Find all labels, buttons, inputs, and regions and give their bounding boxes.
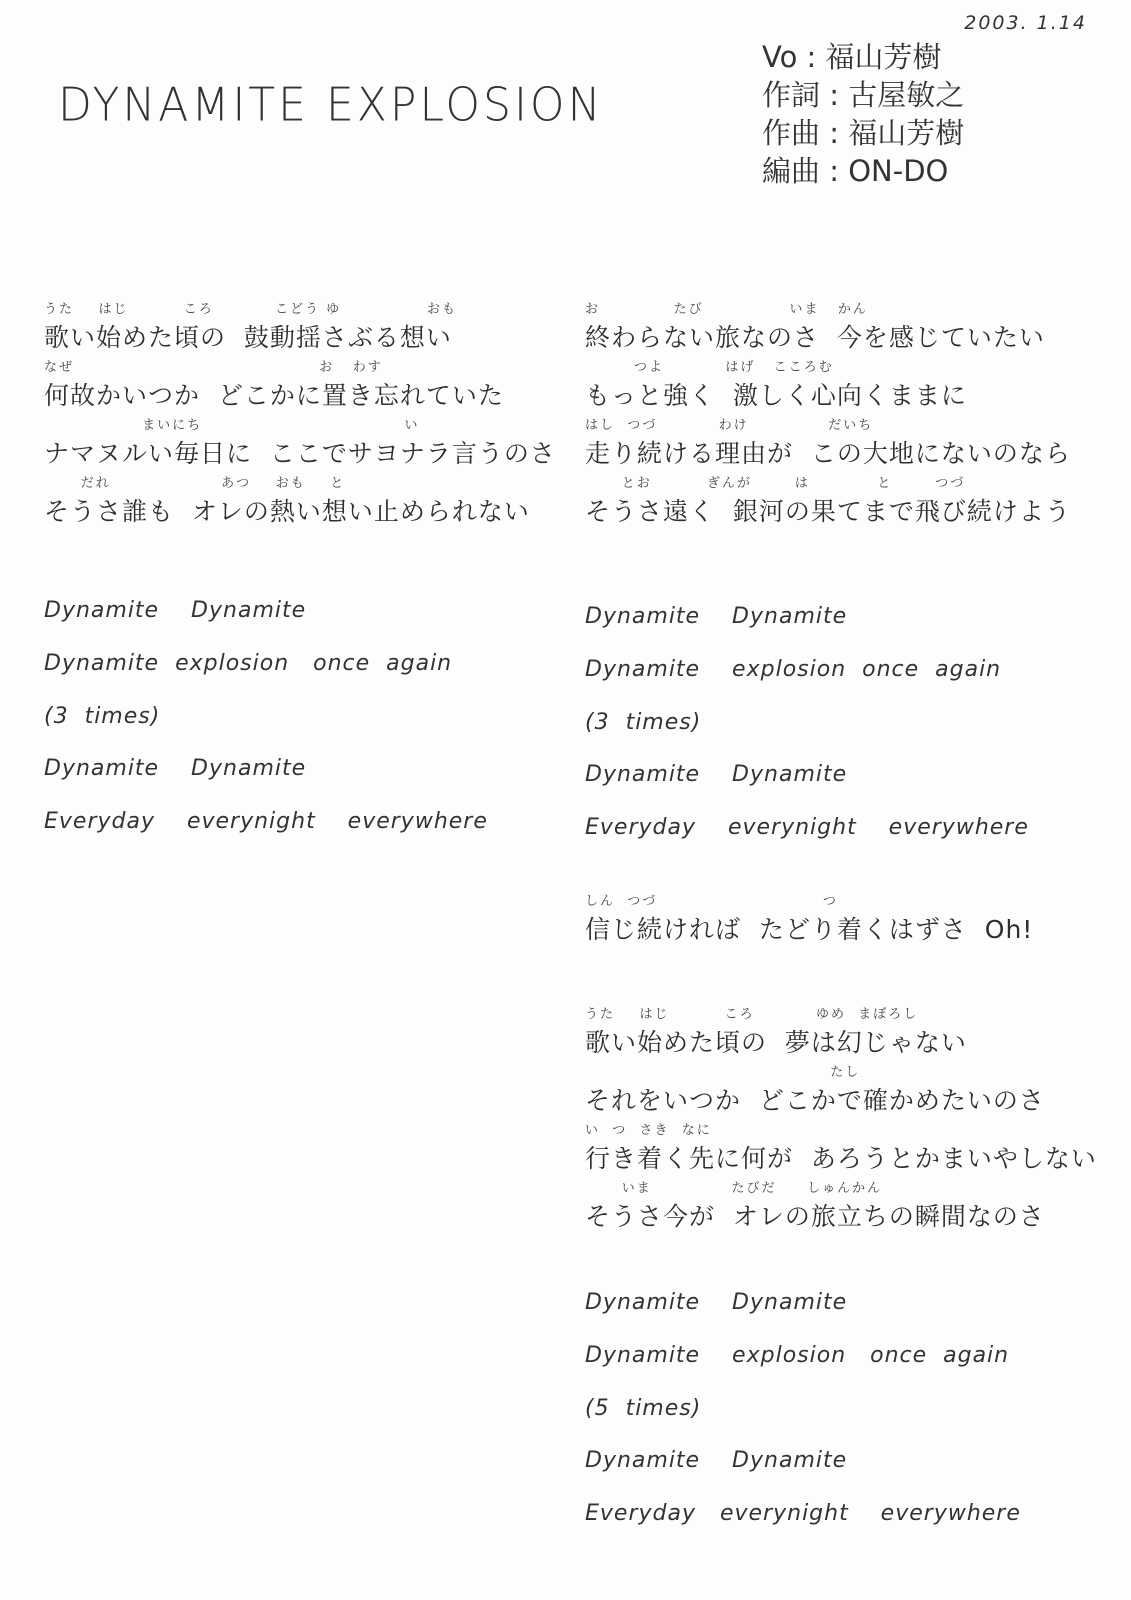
furigana: い つ さき なに (585, 1123, 712, 1138)
lyric-text: 走り続ける理由が この大地にないのなら (585, 439, 1071, 468)
chorus-2 (585, 604, 1029, 868)
lyric-text: 何故かいつか どこかに置き忘れていた (44, 381, 504, 410)
furigana: だれ あつ おも と (44, 476, 346, 491)
lyric-text: 終わらない旅なのさ 今を感じていたい (585, 323, 1045, 352)
credit-vocal: Vo : 福山芳樹 (762, 40, 942, 74)
chorus-line: Dynamite Dynamite (585, 1448, 848, 1473)
furigana: なぜ お わす (44, 360, 383, 375)
chorus-1 (44, 598, 488, 862)
song-title: DYNAMITE EXPLOSION (58, 78, 604, 133)
chorus-line: Dynamite Dynamite (585, 1290, 848, 1315)
furigana: しん つづ つ (585, 894, 838, 909)
furigana: つよ はげ こころむ (585, 360, 834, 375)
chorus-line: Everyday everynight everywhere (585, 1501, 1021, 1526)
furigana: いま たびだ しゅんかん (585, 1181, 883, 1196)
lyric-text: ナマヌルい毎日に ここでサヨナラ言うのさ (44, 439, 556, 468)
chorus-line: Dynamite Dynamite (585, 762, 848, 787)
chorus-line: Everyday everynight everywhere (44, 809, 488, 834)
credit-composer: 作曲 : 福山芳樹 (762, 116, 965, 150)
lyric-text: そうさ誰も オレの熱い想い止められない (44, 497, 530, 526)
chorus-line: Dynamite explosion once again (585, 1343, 1010, 1368)
lyric-text: 歌い始めた頃の 夢は幻じゃない (585, 1028, 967, 1057)
furigana: まいにち い (44, 418, 420, 433)
chorus-line: Dynamite Dynamite (44, 598, 307, 623)
lyric-text: もっと強く 激しく心向くままに (585, 381, 967, 410)
credits-block (762, 38, 964, 190)
furigana: うた はじ ころ こどう ゆ おも (44, 302, 458, 317)
lyric-text: そうさ今が オレの旅立ちの瞬間なのさ (585, 1202, 1045, 1231)
lyric-text: それをいつか どこかで確かめたいのさ (585, 1086, 1045, 1115)
chorus-line: Dynamite explosion once again (585, 657, 1002, 682)
chorus-line: Dynamite Dynamite (585, 604, 848, 629)
lyric-text: 歌い始めた頃の 鼓動揺さぶる想い (44, 323, 452, 352)
chorus-line: (3 times) (44, 704, 161, 729)
furigana: はし つづ わけ だいち (585, 418, 874, 433)
furigana: お たび いま かん (585, 302, 868, 317)
lyric-text: そうさ遠く 銀河の果てまで飛び続けよう (585, 497, 1071, 526)
credit-arranger: 編曲 : ON-DO (762, 154, 949, 188)
chorus-line: (5 times) (585, 1396, 702, 1421)
lyric-text: 信じ続ければ たどり着くはずさ Oh! (585, 915, 1034, 944)
furigana: とお ぎんが は と つづ (585, 476, 966, 491)
furigana: うた はじ ころ ゆめ まぼろし (585, 1007, 919, 1022)
furigana: たし (585, 1065, 861, 1080)
chorus-line: Dynamite explosion once again (44, 651, 453, 676)
credit-lyricist: 作詞 : 古屋敏之 (762, 78, 965, 112)
chorus-line: Everyday everynight everywhere (585, 815, 1029, 840)
date-label: 2003. 1.14 (964, 12, 1087, 34)
lyric-text: 行き着く先に何が あろうとかまいやしない (585, 1144, 1097, 1173)
chorus-line: Dynamite Dynamite (44, 756, 307, 781)
chorus-3 (585, 1290, 1021, 1554)
chorus-line: (3 times) (585, 710, 702, 735)
